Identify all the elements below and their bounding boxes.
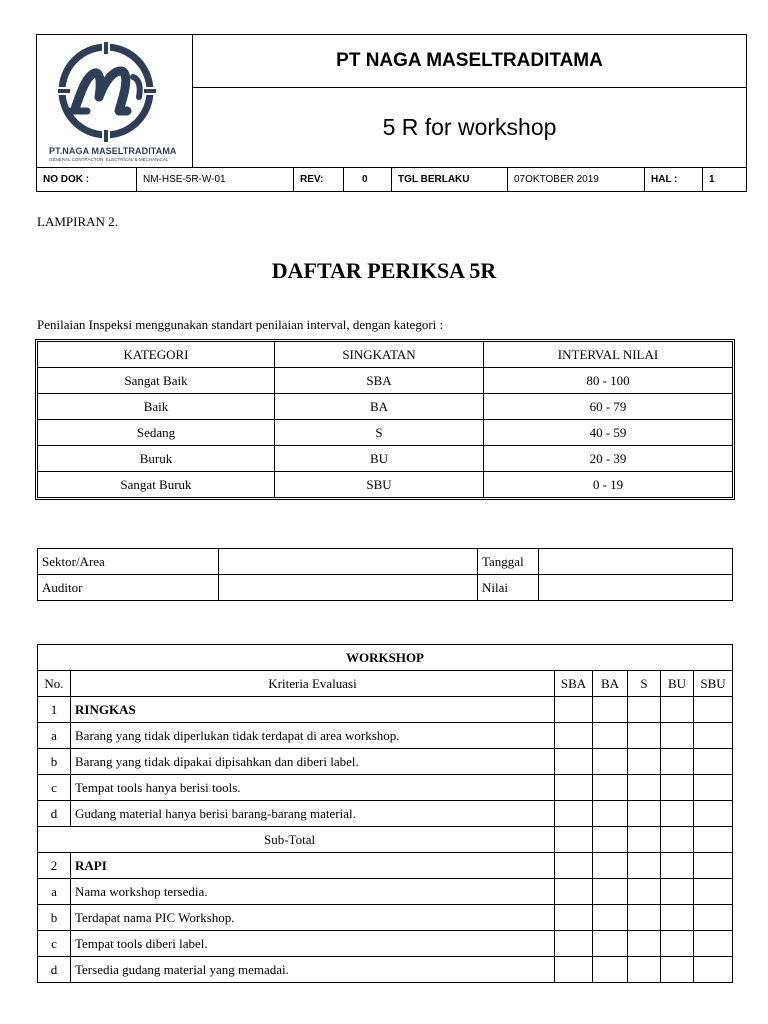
sektor-area-field[interactable] (219, 549, 478, 575)
score-cell-sbu[interactable] (694, 801, 733, 827)
nilai-label: Nilai (478, 575, 539, 601)
table-header-row (38, 671, 733, 697)
score-cell-bu[interactable] (661, 905, 694, 931)
item-criteria: Nama workshop tersedia. (71, 879, 555, 905)
nilai-field[interactable] (539, 575, 733, 601)
score-cell-sba[interactable] (555, 827, 593, 853)
item-criteria: Gudang material hanya berisi barang-barang material. (71, 801, 555, 827)
table-row (38, 472, 733, 498)
score-cell-s[interactable] (628, 801, 661, 827)
company-name: PT NAGA MASELTRADITAMA (193, 35, 746, 88)
score-cell-sbu[interactable] (694, 723, 733, 749)
score-cell-bu[interactable] (661, 775, 694, 801)
score-cell-ba[interactable] (593, 853, 628, 879)
score-cell-s[interactable] (628, 957, 661, 983)
table-cell: Sedang (38, 420, 275, 446)
company-logo (37, 35, 193, 167)
table-cell: SBA (275, 368, 484, 394)
score-cell-s[interactable] (628, 853, 661, 879)
score-cell-sba[interactable] (555, 801, 593, 827)
sektor-area-label: Sektor/Area (38, 549, 219, 575)
score-cell-sbu[interactable] (694, 931, 733, 957)
table-cell: 0 - 19 (484, 472, 733, 498)
score-cell-ba[interactable] (593, 827, 628, 853)
table-cell: BU (275, 446, 484, 472)
table-row (38, 775, 733, 801)
rev-label: REV: (294, 168, 344, 191)
score-cell-sba[interactable] (555, 853, 593, 879)
intro-text: Penilaian Inspeksi menggunakan standart penilaian interval, dengan kategori : (37, 317, 444, 332)
section-number: 2 (38, 853, 71, 879)
section-row (38, 697, 733, 723)
hal-value: 1 (709, 174, 715, 185)
table-row (38, 575, 733, 601)
workshop-checklist-table (37, 644, 733, 983)
score-cell-sba[interactable] (555, 749, 593, 775)
table-row (38, 723, 733, 749)
table-row (38, 801, 733, 827)
score-cell-s[interactable] (628, 827, 661, 853)
table-row (38, 549, 733, 575)
score-cell-sba[interactable] (555, 697, 593, 723)
section-number: 1 (38, 697, 71, 723)
table-cell: BA (275, 394, 484, 420)
score-cell-bu[interactable] (661, 749, 694, 775)
item-letter: c (38, 931, 71, 957)
item-criteria: Barang yang tidak diperlukan tidak terdapat di area workshop. (71, 723, 555, 749)
score-cell-s[interactable] (628, 749, 661, 775)
tgl-berlaku-label: TGL BERLAKU (392, 168, 508, 191)
score-cell-sbu[interactable] (694, 775, 733, 801)
item-letter: c (38, 775, 71, 801)
table-cell: SBU (275, 472, 484, 498)
score-cell-s[interactable] (628, 879, 661, 905)
nm-logo-icon (47, 41, 165, 145)
table-cell: Buruk (38, 446, 275, 472)
table-row (38, 931, 733, 957)
score-cell-bu[interactable] (661, 931, 694, 957)
table-cell: 80 - 100 (484, 368, 733, 394)
document-meta-row (37, 167, 746, 191)
document-title: 5 R for workshop (382, 114, 557, 140)
score-cell-s[interactable] (628, 905, 661, 931)
tanggal-label: Tanggal (478, 549, 539, 575)
score-cell-bu[interactable] (661, 723, 694, 749)
table-header-row (38, 342, 733, 368)
score-cell-s[interactable] (628, 931, 661, 957)
score-cell-bu[interactable] (661, 801, 694, 827)
score-cell-bu[interactable] (661, 957, 694, 983)
column-header: BA (593, 671, 628, 697)
document-header (36, 34, 747, 192)
category-table (37, 341, 733, 498)
score-cell-s[interactable] (628, 775, 661, 801)
item-criteria: Barang yang tidak dipakai dipisahkan dan diberi label. (71, 749, 555, 775)
score-cell-sbu[interactable] (694, 853, 733, 879)
score-cell-bu[interactable] (661, 697, 694, 723)
logo-tagline: GENERAL CONTRACTOR, ELECTRICAL & MECHANICAL (49, 157, 169, 162)
item-criteria: Tempat tools diberi label. (71, 931, 555, 957)
score-cell-ba[interactable] (593, 879, 628, 905)
table-row (38, 394, 733, 420)
score-cell-ba[interactable] (593, 775, 628, 801)
checklist-title: DAFTAR PERIKSA 5R (271, 258, 497, 283)
score-cell-sba[interactable] (555, 905, 593, 931)
lampiran-label: LAMPIRAN 2. (37, 214, 118, 229)
table-cell: S (275, 420, 484, 446)
column-header: S (628, 671, 661, 697)
item-letter: a (38, 723, 71, 749)
score-cell-s[interactable] (628, 697, 661, 723)
tanggal-field[interactable] (539, 549, 733, 575)
score-cell-sba[interactable] (555, 723, 593, 749)
table-cell: 40 - 59 (484, 420, 733, 446)
column-header: INTERVAL NILAI (484, 342, 733, 368)
score-cell-ba[interactable] (593, 931, 628, 957)
section-name: RAPI (71, 853, 555, 879)
auditor-label: Auditor (38, 575, 219, 601)
item-criteria: Terdapat nama PIC Workshop. (71, 905, 555, 931)
table-row (38, 749, 733, 775)
score-cell-ba[interactable] (593, 801, 628, 827)
auditor-field[interactable] (219, 575, 478, 601)
table-row (38, 957, 733, 983)
table-row (38, 446, 733, 472)
score-cell-sbu[interactable] (694, 905, 733, 931)
score-cell-s[interactable] (628, 723, 661, 749)
score-cell-ba[interactable] (593, 697, 628, 723)
table-cell: 60 - 79 (484, 394, 733, 420)
table-cell: Sangat Baik (38, 368, 275, 394)
logo-company-name: PT.NAGA MASELTRADITAMA (49, 146, 177, 156)
score-cell-sba[interactable] (555, 879, 593, 905)
score-cell-sbu[interactable] (694, 879, 733, 905)
table-row (38, 368, 733, 394)
score-cell-ba[interactable] (593, 957, 628, 983)
score-cell-sba[interactable] (555, 931, 593, 957)
tgl-berlaku-value: 07OKTOBER 2019 (508, 168, 645, 191)
score-cell-ba[interactable] (593, 749, 628, 775)
table-cell: Baik (38, 394, 275, 420)
item-letter: b (38, 905, 71, 931)
table-cell: 20 - 39 (484, 446, 733, 472)
table-title-row (38, 645, 733, 671)
item-criteria: Tersedia gudang material yang memadai. (71, 957, 555, 983)
table-cell: Sangat Buruk (38, 472, 275, 498)
workshop-title: WORKSHOP (38, 645, 733, 671)
score-cell-sba[interactable] (555, 775, 593, 801)
table-row (38, 879, 733, 905)
item-criteria: Tempat tools hanya berisi tools. (71, 775, 555, 801)
column-header: BU (661, 671, 694, 697)
rev-value: 0 (344, 168, 392, 191)
item-letter: b (38, 749, 71, 775)
column-header: No. (38, 671, 71, 697)
column-header: Kriteria Evaluasi (71, 671, 555, 697)
table-row (38, 905, 733, 931)
score-cell-ba[interactable] (593, 905, 628, 931)
area-info-table (37, 548, 733, 601)
table-row (38, 420, 733, 446)
score-cell-bu[interactable] (661, 879, 694, 905)
section-row (38, 853, 733, 879)
column-header: SINGKATAN (275, 342, 484, 368)
score-cell-sba[interactable] (555, 957, 593, 983)
hal-label: HAL : (645, 168, 703, 191)
score-cell-sbu[interactable] (694, 749, 733, 775)
score-cell-bu[interactable] (661, 853, 694, 879)
subtotal-label: Sub-Total (38, 827, 555, 853)
item-letter: d (38, 801, 71, 827)
score-cell-sbu[interactable] (694, 957, 733, 983)
column-header: SBA (555, 671, 593, 697)
no-dok-value: NM-HSE-5R-W-01 (137, 168, 294, 191)
column-header: KATEGORI (38, 342, 275, 368)
score-cell-ba[interactable] (593, 723, 628, 749)
score-cell-bu[interactable] (661, 827, 694, 853)
column-header: SBU (694, 671, 733, 697)
no-dok-label: NO DOK : (37, 168, 137, 191)
score-cell-sbu[interactable] (694, 697, 733, 723)
item-letter: d (38, 957, 71, 983)
subtotal-row (38, 827, 733, 853)
score-cell-sbu[interactable] (694, 827, 733, 853)
item-letter: a (38, 879, 71, 905)
section-name: RINGKAS (71, 697, 555, 723)
